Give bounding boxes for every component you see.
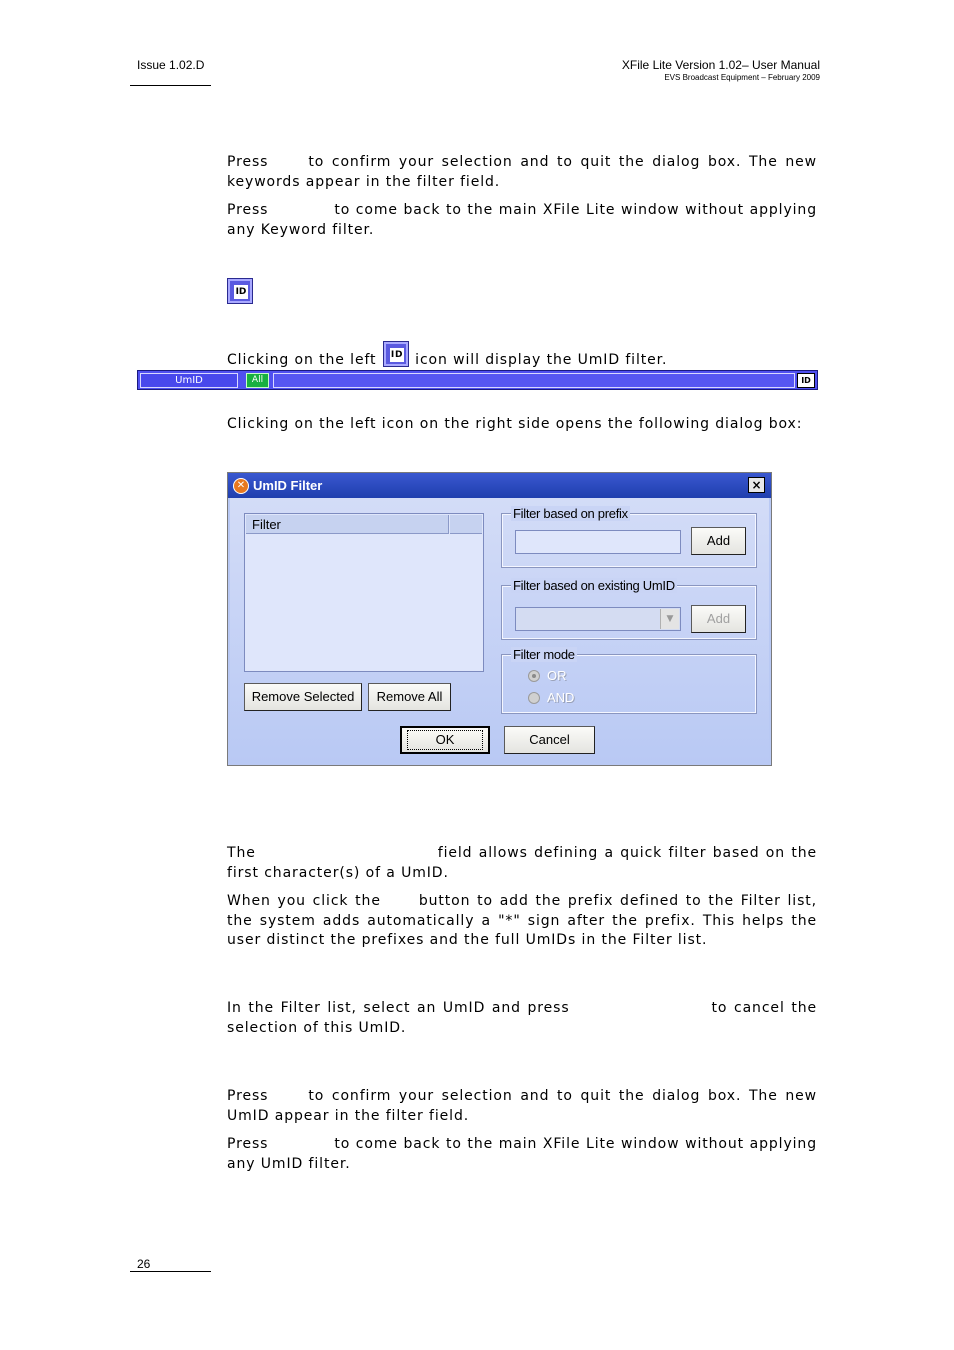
mode-or-label: OR [547, 668, 567, 683]
ok-button[interactable] [400, 726, 490, 754]
text-cancel: to come back to the main XFile Lite window without applying any UmID filter. [227, 1136, 817, 1172]
paragraph-umid-icon [227, 342, 817, 371]
paragraph-remove-selected [227, 999, 817, 1038]
paragraph-add-button [227, 892, 817, 951]
id-icon: ID [228, 279, 252, 303]
chevron-down-icon[interactable]: ▼ [660, 609, 679, 629]
text-confirm: to confirm your selection and to quit the dialog box. The new keywords appear in the filter field. [227, 154, 817, 190]
umid-filter-bar [137, 370, 818, 390]
text-when: When you click the [227, 893, 381, 909]
filter-list-header-extra [450, 515, 482, 534]
text-press: Press [227, 1088, 269, 1104]
paragraph-confirm-umid [227, 1087, 817, 1126]
header-rule [130, 85, 211, 86]
existing-umid-group [502, 578, 756, 639]
id-icon[interactable]: ID [797, 373, 815, 388]
cancel-button[interactable]: Cancel [504, 726, 595, 754]
mode-or-radio[interactable] [528, 670, 540, 682]
paragraph-dialog-intro [227, 415, 817, 435]
mode-and-radio[interactable] [528, 692, 540, 704]
text-confirm: to confirm your selection and to quit the dialog box. The new UmID appear in the filter field. [227, 1088, 817, 1124]
id-icon-inline: ID [384, 342, 408, 366]
paragraph-cancel-keywords [227, 201, 817, 240]
text-cancel: to come back to the main XFile Lite window without applying any Keyword filter. [227, 202, 817, 238]
existing-umid-select[interactable] [515, 607, 681, 631]
text-press: Press [227, 1136, 269, 1152]
filter-mode-group [502, 647, 756, 713]
page-number: 26 [137, 1257, 151, 1271]
mode-and-label: AND [547, 690, 575, 705]
dialog-title: UmID Filter [253, 478, 323, 493]
close-button[interactable] [748, 477, 765, 493]
prefix-input[interactable] [515, 530, 681, 554]
filter-mode-group-label: Filter mode [513, 647, 575, 662]
text-display: icon will display the UmID filter. [415, 352, 668, 368]
text-the: The [227, 845, 256, 861]
text-cancel-selection: to cancel the selection of this UmID. [227, 1000, 817, 1036]
add-prefix-button[interactable]: Add [691, 527, 746, 555]
remove-selected-button[interactable]: Remove Selected [244, 683, 362, 711]
ok-label: OK [407, 730, 484, 750]
prefix-group [502, 506, 756, 567]
add-existing-button[interactable]: Add [691, 605, 746, 633]
text-filter-list: In the Filter list, select an UmID and press [227, 1000, 570, 1016]
umid-filter-dialog [227, 472, 772, 766]
dialog-titlebar[interactable] [228, 473, 771, 498]
text-field-desc: field allows defining a quick filter based on the first character(s) of a UmID. [227, 845, 817, 881]
prefix-group-label: Filter based on prefix [513, 506, 628, 521]
manual-title: XFile Lite Version 1.02– User Manual [621, 58, 820, 72]
text-add-desc: button to add the prefix defined to the Filter list, the system adds automatically a "*" sign after the prefix. This helps the user distinct the prefixes and the full UmIDs in the Filter list. [227, 893, 818, 948]
issue-label: Issue 1.02.D [137, 58, 205, 72]
umid-filter-field[interactable] [273, 373, 795, 388]
text-press: Press [227, 202, 269, 218]
filter-list-header[interactable]: Filter [246, 515, 449, 534]
company-line: EVS Broadcast Equipment – February 2009 [664, 73, 820, 82]
paragraph-cancel-umid [227, 1135, 817, 1174]
close-icon: × [751, 478, 762, 492]
text-dialog-intro: Clicking on the left icon on the right side opens the following dialog box: [227, 416, 803, 432]
umid-filter-button[interactable]: UmID [140, 373, 238, 388]
all-badge[interactable]: All [246, 373, 269, 388]
remove-all-button[interactable]: Remove All [368, 683, 451, 711]
text-clicking: Clicking on the left [227, 352, 377, 368]
umid-section-icon [228, 279, 252, 307]
footer-rule [130, 1271, 211, 1272]
filter-list[interactable] [244, 513, 484, 672]
text-press: Press [227, 154, 269, 170]
paragraph-confirm-keywords [227, 153, 817, 192]
existing-umid-group-label: Filter based on existing UmID [513, 578, 675, 593]
app-icon: ✕ [233, 478, 249, 494]
paragraph-prefix-field [227, 844, 817, 883]
